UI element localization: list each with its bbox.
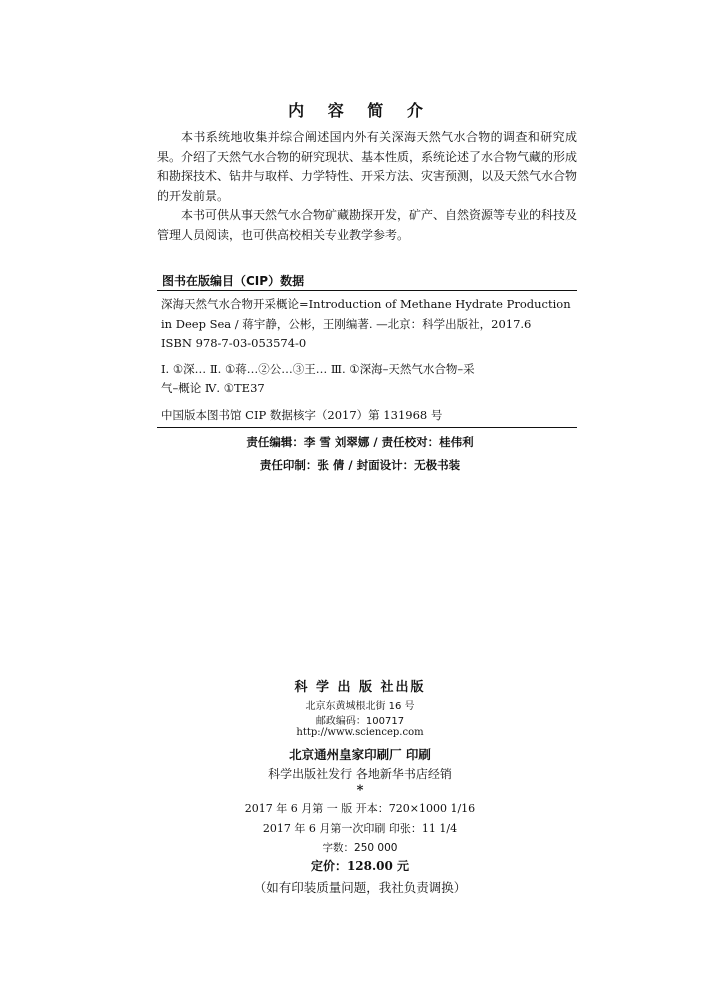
publisher-address: 北京东黄城根北街 16 号 bbox=[305, 701, 415, 712]
postcode: 邮政编码：100717 bbox=[315, 716, 405, 727]
cip-title-line: in Deep Sea / 蒋宇静，公彬，王刚编著. —北京：科学出版社，2017.6 bbox=[161, 317, 532, 331]
cip-record-number: 中国版本图书馆 CIP 数据核字（2017）第 131968 号 bbox=[161, 408, 443, 422]
cip-bottom-rule bbox=[157, 427, 577, 428]
price: 定价：128.00 元 bbox=[310, 859, 410, 873]
cip-classification: Ⅰ. ①深… Ⅱ. ①蒋…②公…③王… Ⅲ. ①深海–天然气水合物–采 bbox=[161, 362, 475, 376]
printer-line: 北京通州皇家印刷厂 印刷 bbox=[289, 747, 431, 762]
book-introduction bbox=[157, 128, 577, 245]
section-title: 内 容 简 介 bbox=[288, 101, 432, 120]
word-count: 字数：250 000 bbox=[322, 842, 398, 854]
editor-credits: 责任编辑：李 雪 刘翠娜 / 责任校对：桂伟利 bbox=[246, 435, 474, 449]
website: http://www.sciencep.com bbox=[296, 727, 424, 738]
edition-info: 2017 年 6 月第 一 版 开本：720×1000 1/16 bbox=[244, 802, 476, 815]
publisher-line: 科 学 出 版 社出版 bbox=[294, 680, 426, 695]
cip-title-line: 深海天然气水合物开采概论=Introduction of Methane Hydrate Production bbox=[161, 297, 571, 311]
quality-note: （如有印装质量问题，我社负责调换） bbox=[253, 880, 467, 895]
printing-info: 2017 年 6 月第一次印刷 印张：11 1/4 bbox=[262, 822, 458, 835]
cip-isbn: ISBN 978-7-03-053574-0 bbox=[161, 336, 307, 350]
cip-heading: 图书在版编目（CIP）数据 bbox=[162, 274, 305, 288]
separator-star: * bbox=[356, 783, 364, 798]
intro-paragraph: 本书系统地收集并综合阐述国内外有关深海天然气水合物的调查和研究成果。介绍了天然气水合物的研究现状、基本性质，系统论述了水合物气藏的形成和勘探技术、钻井与取样、力学特性、开采方法、灾害预测，以及天然气水合物的开发前景。 bbox=[157, 130, 578, 203]
cip-classification: 气–概论 Ⅳ. ①TE37 bbox=[161, 381, 265, 395]
cip-top-rule bbox=[157, 290, 577, 291]
distribution-line: 科学出版社发行 各地新华书店经销 bbox=[268, 767, 452, 781]
production-credits: 责任印制：张 倩 / 封面设计：无极书装 bbox=[259, 458, 461, 472]
intro-paragraph: 本书可供从事天然气水合物矿藏勘探开发，矿产、自然资源等专业的科技及管理人员阅读，也可供高校相关专业教学参考。 bbox=[157, 208, 578, 242]
